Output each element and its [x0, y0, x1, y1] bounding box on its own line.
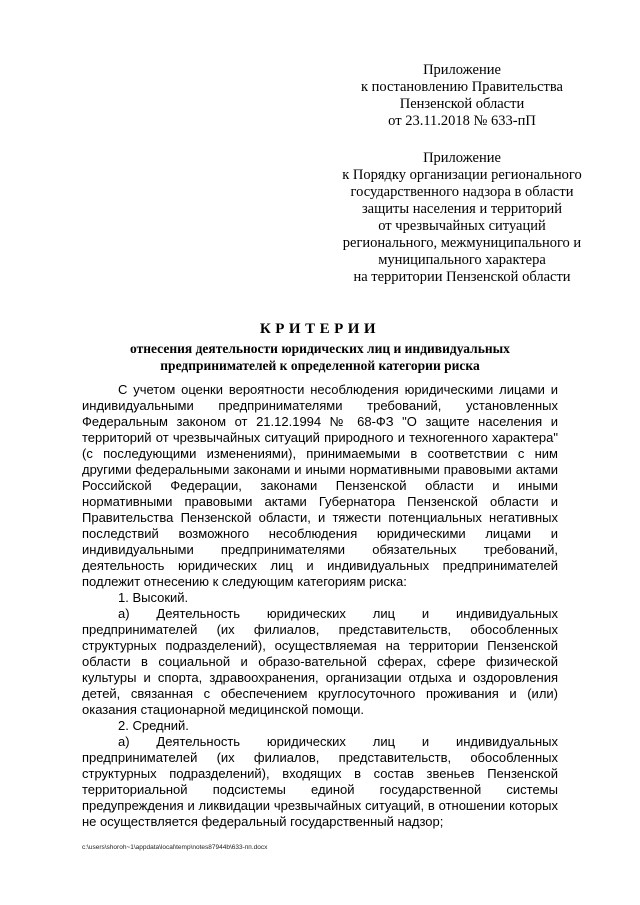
- appendix-1-line: от 23.11.2018 № 633-пП: [388, 113, 536, 129]
- title-heading: КРИТЕРИИ: [259, 321, 381, 337]
- appendix-2-line: защиты населения и территорий: [361, 201, 563, 217]
- document-body: [82, 382, 558, 830]
- appendix-2-line: к Порядку организации регионального: [342, 167, 582, 183]
- file-path-footer: c:\users\shoroh~1\appdata\local\temp\notes87944b\633-пп.docx: [82, 844, 268, 851]
- appendix-2-line: Приложение: [423, 150, 501, 166]
- category-medium: 2. Средний.: [118, 718, 189, 733]
- appendix-block-1: [338, 62, 586, 130]
- appendix-2-line: регионального, межмуниципального и: [342, 235, 582, 251]
- title-line-1: отнесения деятельности юридических лиц и индивидуальных: [130, 341, 510, 356]
- document-title: [60, 320, 580, 374]
- title-line-2: предпринимателей к определенной категории риска: [160, 358, 480, 373]
- category-medium-item-a: а) Деятельность юридических лиц и индивидуальных предпринимателей (их филиалов, представительств, обособленных структурных подразделений), входящих в состав звеньев Пензенской территориальной подсистемы единой государственной системы предупреждения и ликвидации чрезвычайных ситуаций, в отношении которых не осуществляется федеральный государственный надзор;: [82, 734, 558, 829]
- appendix-1-line: к постановлению Правительства: [361, 79, 563, 95]
- category-high-item-a: а) Деятельность юридических лиц и индивидуальных предпринимателей (их филиалов, представительств, обособленных структурных подразделений), осуществляемая на территории Пензенской области в социальной и образо-вательной сферах, сфере физической культуры и спорта, здравоохранения, организации отдыха и оздоровления детей, связанная с обеспечением круглосуточного проживания и (или) оказания стационарной медицинской помощи.: [82, 606, 558, 717]
- appendix-2-line: на территории Пензенской области: [353, 269, 571, 285]
- appendix-2-line: муниципального характера: [378, 252, 546, 268]
- appendix-1-line: Пензенской области: [399, 96, 525, 112]
- appendix-2-line: государственного надзора в области: [350, 184, 574, 200]
- category-high: 1. Высокий.: [118, 590, 189, 605]
- appendix-2-line: от чрезвычайных ситуаций: [378, 218, 546, 234]
- appendix-block-2: [324, 150, 600, 286]
- intro-paragraph: С учетом оценки вероятности несоблюдения юридическими лицами и индивидуальными предпринимателями требований, установленных Федеральным законом от 21.12.1994 № 68-ФЗ "О защите населения и территорий от чрезвычайных ситуаций природного и техногенного характера" (с последующими изменениями), принимаемыми в соответствии с ним другими федеральными законами и иными нормативными правовыми актами Российской Федерации, законами Пензенской области и иными нормативными правовыми актами Губернатора Пензенской области и Правительства Пензенской области, и тяжести потенциальных негативных последствий возможного несоблюдения юридическими лицами и индивидуальными предпринимателями обязательных требований, деятельность юридических лиц и индивидуальных предпринимателей подлежит отнесению к следующим категориям риска:: [82, 382, 558, 589]
- appendix-1-line: Приложение: [423, 62, 501, 78]
